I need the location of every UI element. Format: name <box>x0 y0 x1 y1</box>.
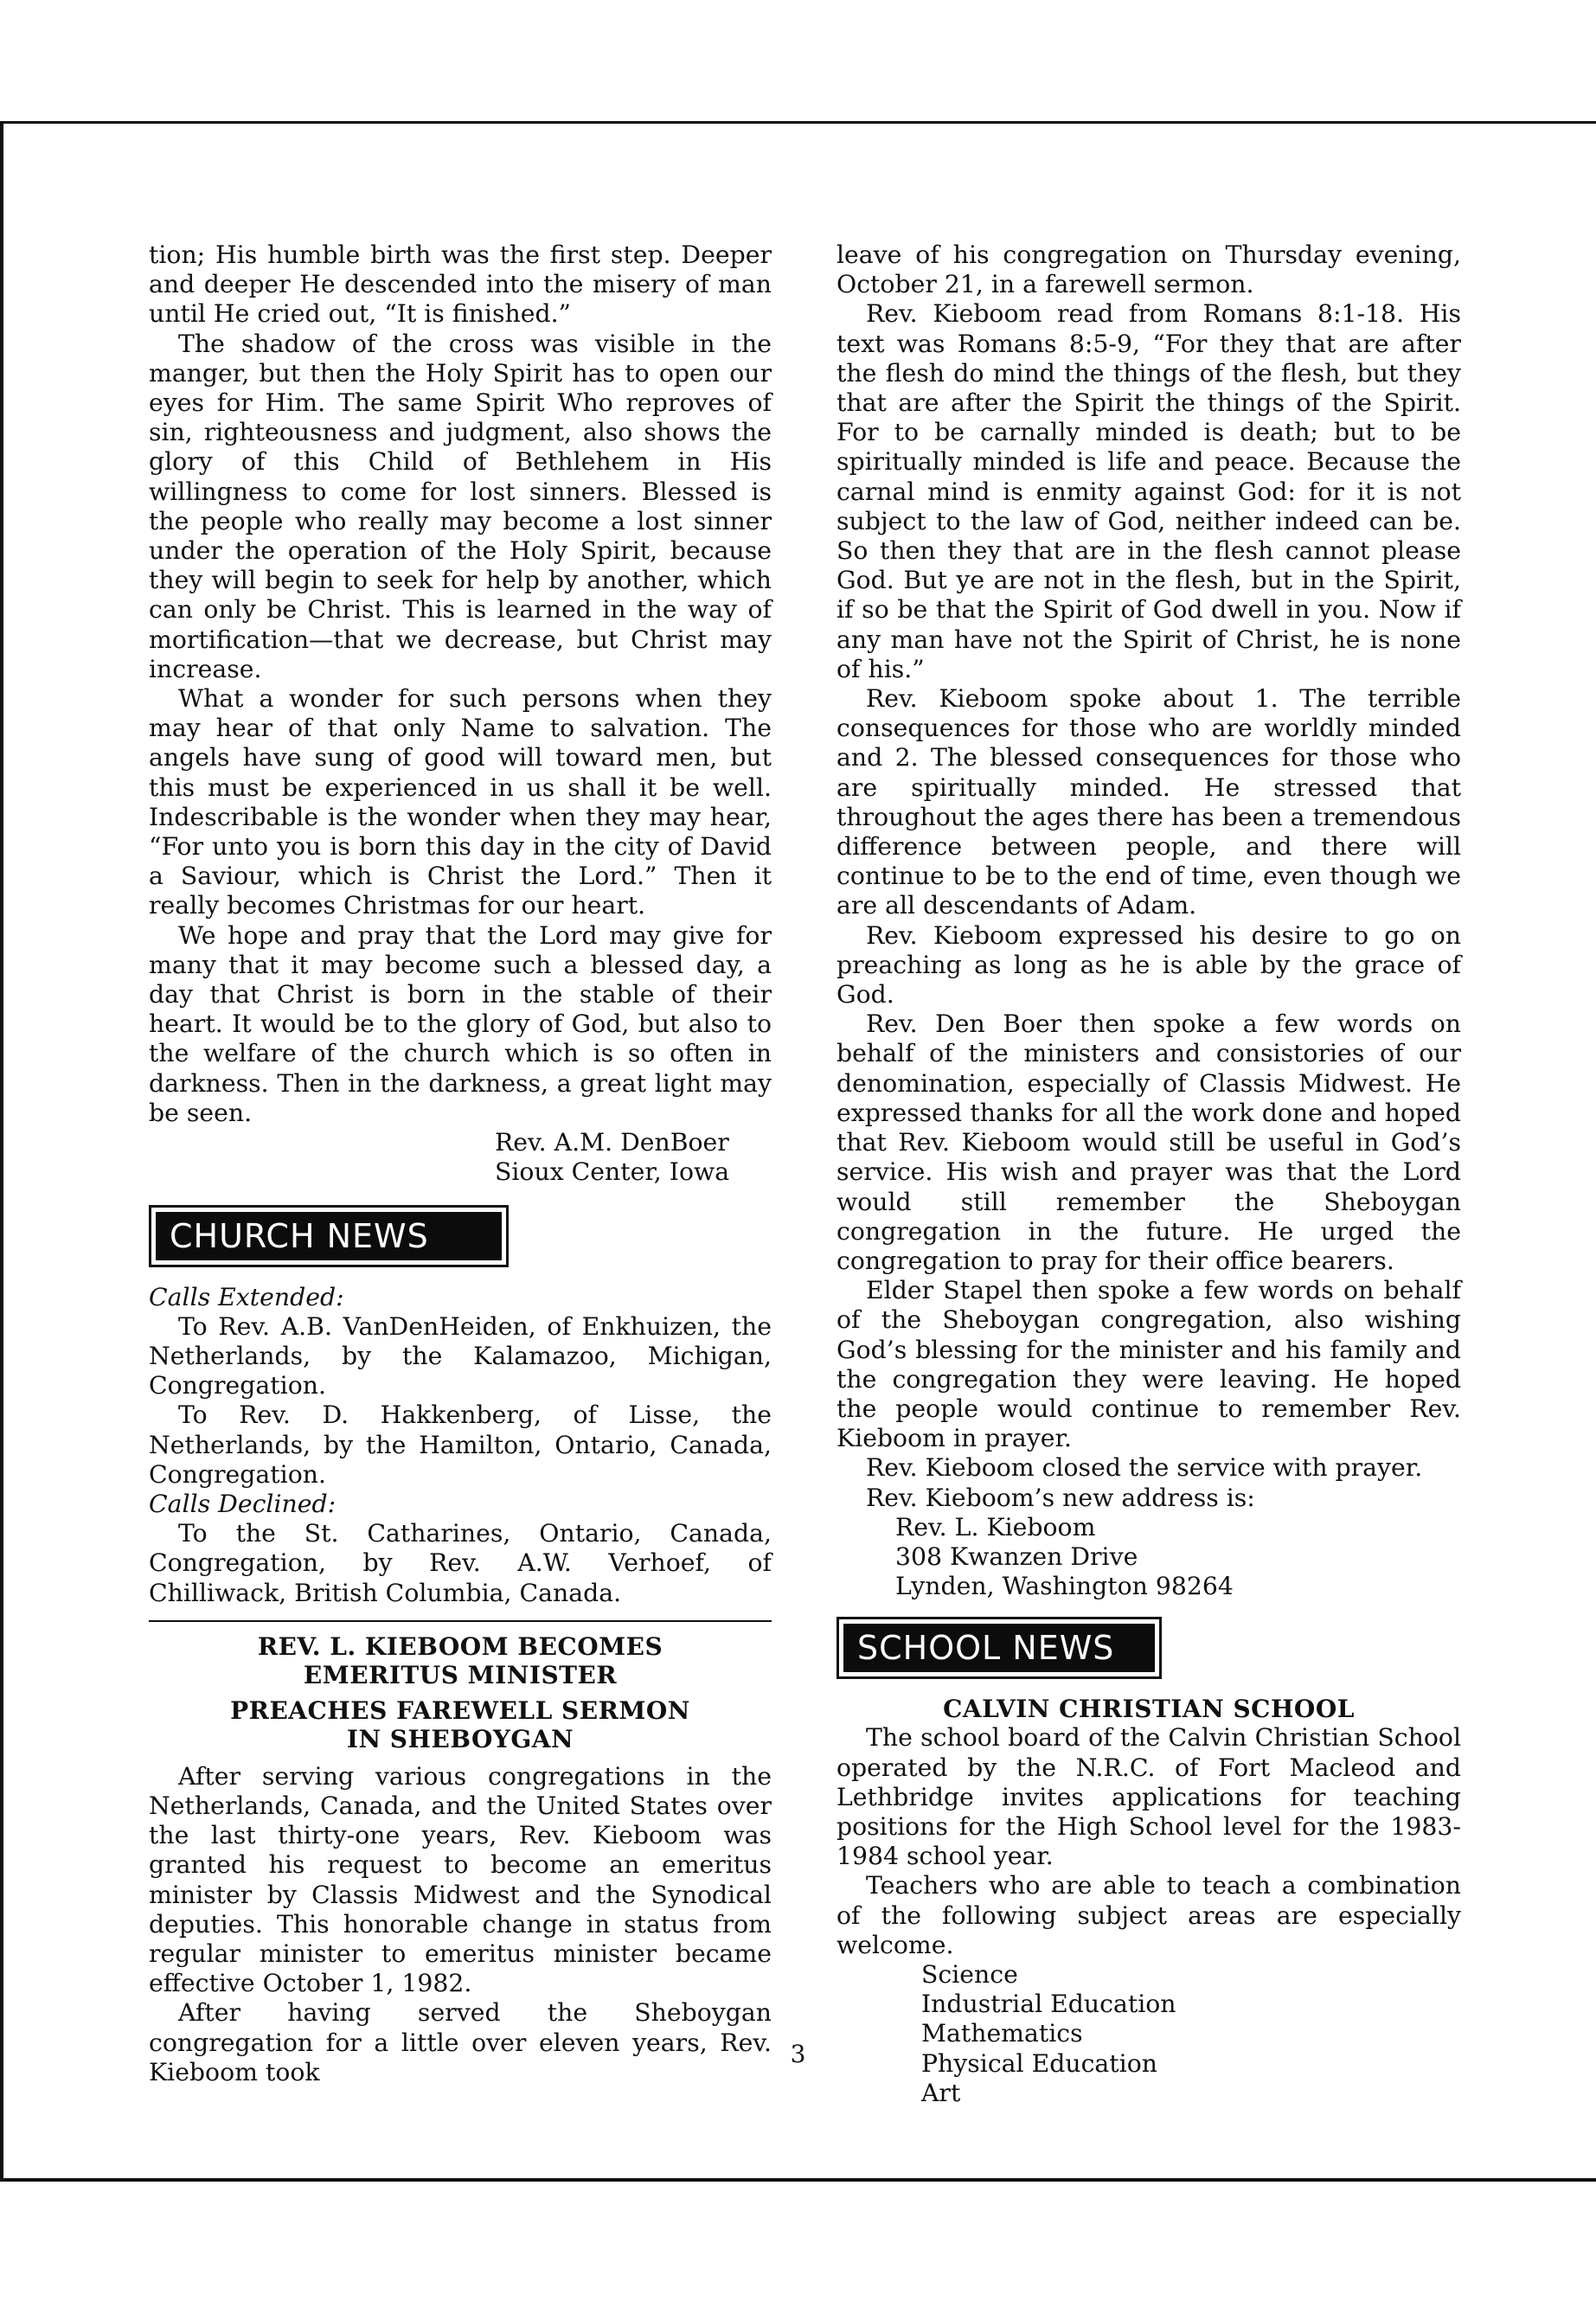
paragraph: tion; His humble birth was the first step. Deeper and deeper He descended into the misery of man until He cried out, “It is finished.” <box>149 240 772 329</box>
paragraph: The school board of the Calvin Christian School operated by the N.R.C. of Fort Macleod and Lethbridge invites applications for teaching positions for the High School level for the 1983-1984 school year. <box>836 1723 1461 1871</box>
subject-item: Science <box>921 1959 1018 1989</box>
school-headline: CALVIN CHRISTIAN SCHOOL <box>943 1695 1355 1724</box>
paragraph: Rev. Kieboom’s new address is: <box>866 1483 1255 1512</box>
address-line: Lynden, Washington 98264 <box>895 1572 1234 1601</box>
school-news-title: SCHOOL NEWS <box>843 1624 1155 1672</box>
paragraph: Rev. Kieboom read from Romans 8:1-18. His text was Romans 8:5-9, “For they that are after the flesh do mind the things of the flesh, but they that are after the Spirit the things of the Spirit. For to be carnally minded is death; but to be spiritually minded is life and peace. Because the carnal mind is enmity against God: for it is not subject to the law of God, neither indeed can be. So then they that are in the flesh cannot please God. But ye are not in the flesh, but in the Spirit, if so be that the Spirit of God dwell in you. Now if any man have not the Spirit of Christ, he is none of his.” <box>836 299 1461 683</box>
paragraph: Rev. Kieboom expressed his desire to go on preaching as long as he is able by the grace of God. <box>836 920 1461 1009</box>
paragraph: What a wonder for such persons when they may hear of that only Name to salvation. The angels have sung of good will toward men, but this must be experienced in us shall it be well. Indescribable is the wonder when they may hear, “For unto you is born this day in the city of David a Saviour, which is Christ the Lord.” Then it really becomes Christmas for our heart. <box>149 684 772 920</box>
subject-item: Physical Education <box>921 2048 1157 2078</box>
calls-extended-label: Calls Extended: <box>149 1282 344 1311</box>
church-news-banner <box>149 1205 509 1267</box>
school-news-banner <box>836 1617 1162 1679</box>
section-divider <box>149 1620 772 1622</box>
news-item: To Rev. D. Hakkenberg, of Lisse, the Netherlands, by the Hamilton, Ontario, Canada, Congregation. <box>149 1400 772 1489</box>
subject-list <box>836 1960 1461 2108</box>
news-item: To the St. Catharines, Ontario, Canada, Congregation, by Rev. A.W. Verhoef, of Chilliwack, British Columbia, Canada. <box>149 1519 772 1607</box>
headline-line: EMERITUS MINISTER <box>303 1660 618 1689</box>
article-subheadline <box>149 1696 772 1753</box>
page-left-rule <box>0 121 3 2180</box>
paragraph: We hope and pray that the Lord may give for many that it may become such a blessed day, a day that Christ is born in the stable of their heart. It would be to the glory of God, but also to the welfare of the church which is so often in darkness. Then in the darkness, a great light may be seen. <box>149 920 772 1127</box>
headline-line: PREACHES FAREWELL SERMON <box>230 1695 690 1725</box>
paragraph: Elder Stapel then spoke a few words on behalf of the Sheboygan congregation, also wishing God’s blessing for the minister and his family and the congregation they were leaving. He hoped the people would continue to remember Rev. Kieboom in prayer. <box>836 1276 1461 1453</box>
page-number: 3 <box>790 2040 806 2068</box>
paragraph: After serving various congregations in the Netherlands, Canada, and the United States over the last thirty-one years, Rev. Kieboom was granted his request to become an emeritus minister by Classis Midwest and the Synodical deputies. This honorable change in status from regular minister to emeritus minister became effective October 1, 1982. <box>149 1761 772 1998</box>
signature-name: Rev. A.M. DenBoer <box>495 1128 729 1157</box>
paragraph: Teachers who are able to teach a combination of the following subject areas are especially welcome. <box>836 1871 1461 1959</box>
right-column <box>836 240 1461 2108</box>
address-line: 308 Kwanzen Drive <box>895 1541 1138 1571</box>
paragraph: After having served the Sheboygan congregation for a little over eleven years, Rev. Kieboom took <box>149 1998 772 2086</box>
paragraph: Rev. Kieboom closed the service with prayer. <box>866 1453 1423 1483</box>
article-headline <box>149 1632 772 1689</box>
page-bottom-rule <box>0 2178 1596 2182</box>
left-column <box>149 240 772 2087</box>
headline-line: IN SHEBOYGAN <box>346 1724 574 1753</box>
paragraph: Rev. Kieboom spoke about 1. The terrible consequences for those who are worldly minded and 2. The blessed consequences for those who are spiritually minded. He stressed that throughout the ages there has been a tremendous difference between people, and there will continue to be to the end of time, even though we are all descendants of Adam. <box>836 684 1461 920</box>
calls-declined-label: Calls Declined: <box>149 1489 337 1518</box>
news-item: To Rev. A.B. VanDenHeiden, of Enkhuizen, the Netherlands, by the Kalamazoo, Michigan, Congregation. <box>149 1311 772 1400</box>
paragraph: Rev. Den Boer then spoke a few words on behalf of the ministers and consistories of our denomination, especially of Classis Midwest. He expressed thanks for all the work done and hoped that Rev. Kieboom would still be useful in God’s service. His wish and prayer was that the Lord would still remember the Sheboygan congregation in the future. He urged the congregation to pray for their office bearers. <box>836 1009 1461 1275</box>
headline-line: REV. L. KIEBOOM BECOMES <box>257 1631 663 1661</box>
page-top-rule <box>0 121 1596 124</box>
paragraph: The shadow of the cross was visible in the manger, but then the Holy Spirit has to open our eyes for Him. The same Spirit Who reproves of sin, righteousness and judgment, also shows the glory of this Child of Bethlehem in His willingness to come for lost sinners. Blessed is the people who really may become a lost sinner under the operation of the Holy Spirit, because they will begin to seek for help by another, which can only be Christ. This is learned in the way of mortification—that we decrease, but Christ may increase. <box>149 329 772 683</box>
church-news-title: CHURCH NEWS <box>156 1212 502 1260</box>
subject-item: Industrial Education <box>921 1990 1176 2019</box>
signature-place: Sioux Center, Iowa <box>495 1157 730 1187</box>
address-line: Rev. L. Kieboom <box>895 1512 1096 1541</box>
address-block <box>836 1513 1461 1602</box>
subject-item: Art <box>921 2078 961 2107</box>
subject-item: Mathematics <box>921 2019 1083 2048</box>
signature-block <box>149 1128 772 1187</box>
paragraph: leave of his congregation on Thursday evening, October 21, in a farewell sermon. <box>836 240 1461 299</box>
